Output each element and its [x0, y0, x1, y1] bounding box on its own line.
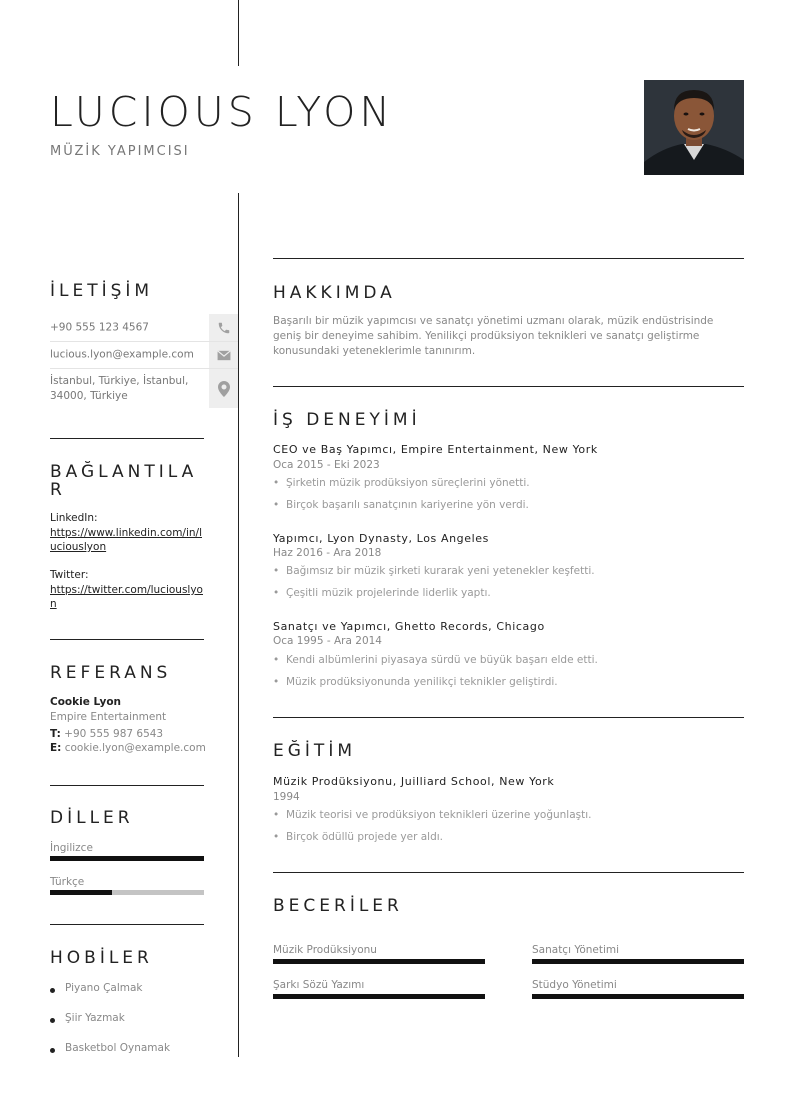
hobby-label: Basketbol Oynamak	[65, 1042, 171, 1054]
mail-icon	[209, 342, 238, 368]
reference-phone-label: T:	[50, 728, 61, 740]
skill-name: Stüdyo Yönetimi	[532, 979, 617, 991]
job-date: Haz 2016 - Ara 2018	[273, 547, 382, 559]
contact-email-row	[50, 342, 238, 369]
hobbies-heading: HOBİLER	[50, 948, 153, 968]
contact-address: İstanbul, Türkiye, İstanbul, 34000, Türkiye	[50, 374, 189, 402]
links-heading-wrap: R	[50, 480, 66, 500]
hobby-label: Şiir Yazmak	[65, 1012, 125, 1024]
resume-job-title: MÜZİK YAPIMCISI	[50, 144, 190, 159]
reference-company: Empire Entertainment	[50, 711, 167, 723]
reference-phone-line	[50, 728, 163, 740]
education-heading: EĞİTİM	[273, 741, 356, 761]
skills-heading: BECERİLER	[273, 896, 403, 916]
divider-top	[238, 0, 239, 66]
portrait-image	[644, 80, 744, 175]
references-heading: REFERANS	[50, 663, 172, 683]
job-role: Yapımcı, Lyon Dynasty, Los Angeles	[273, 532, 489, 545]
phone-icon	[209, 314, 238, 341]
contact-phone: +90 555 123 4567	[50, 321, 149, 333]
reference-email: cookie.lyon@example.com	[64, 742, 206, 754]
divider-main	[238, 193, 239, 1057]
resume-name: LUCIOUS LYON	[50, 88, 395, 136]
profile-photo	[644, 80, 744, 175]
job-bullet-text: Kendi albümlerini piyasaya sürdü ve büyük başarı elde etti.	[286, 654, 598, 666]
skill-name: Sanatçı Yönetimi	[532, 944, 620, 956]
job-bullet-text: Çeşitli müzik projelerinde liderlik yaptı.	[286, 587, 491, 599]
reference-name: Cookie Lyon	[50, 696, 122, 708]
language-name: İngilizce	[50, 842, 93, 854]
language-level-bar	[50, 890, 204, 895]
languages-heading: DİLLER	[50, 808, 134, 828]
bullet-icon	[50, 1018, 55, 1023]
reference-phone: +90 555 987 6543	[64, 728, 164, 740]
education-bullet-text: Müzik teorisi ve prodüksiyon teknikleri üzerine yoğunlaştı.	[286, 809, 592, 821]
education-degree: Müzik Prodüksiyonu, Juilliard School, New York	[273, 775, 555, 788]
skill-level-bar	[532, 994, 744, 999]
contact-address-row	[50, 369, 238, 408]
reference-email-line	[50, 742, 206, 754]
skill-name: Şarkı Sözü Yazımı	[273, 979, 365, 991]
job-date: Oca 1995 - Ara 2014	[273, 635, 382, 647]
bullet-icon	[50, 988, 55, 993]
education-bullet-text: Birçok ödüllü projede yer aldı.	[286, 831, 444, 843]
skill-level-bar	[273, 994, 485, 999]
job-bullet-text: Şirketin müzik prodüksiyon süreçlerini yönetti.	[286, 477, 530, 489]
about-heading: HAKKIMDA	[273, 283, 396, 303]
language-level-bar	[50, 856, 204, 861]
about-text: Başarılı bir müzik yapımcısı ve sanatçı yönetimi uzmanı olarak, müzik endüstrisinde geniş bir deneyime sahibim. Yenilikçi prodüksiyon teknikleri ve sanatçı geliştirme konusundaki yeteneklerimle tanınırım.	[273, 315, 714, 357]
skill-level-bar	[273, 959, 485, 964]
contact-email: lucious.lyon@example.com	[50, 348, 194, 361]
education-year: 1994	[273, 791, 300, 803]
job-bullet-text: Müzik prodüksiyonunda yenilikçi teknikler geliştirdi.	[286, 676, 558, 688]
linkedin-label: LinkedIn:	[50, 512, 98, 524]
section-divider	[273, 258, 744, 259]
sidebar-divider	[50, 438, 204, 439]
hobby-label: Piyano Çalmak	[65, 982, 143, 994]
skill-level-bar	[532, 959, 744, 964]
section-divider	[273, 872, 744, 873]
twitter-link[interactable]: https://twitter.com/luciouslyon	[50, 584, 203, 610]
contact-phone-row	[50, 314, 238, 342]
language-name: Türkçe	[50, 876, 85, 888]
contact-heading: İLETİŞİM	[50, 281, 154, 301]
linkedin-link[interactable]: https://www.linkedin.com/in/luciouslyon	[50, 527, 202, 553]
twitter-label: Twitter:	[50, 569, 89, 581]
job-bullet-text: Birçok başarılı sanatçının kariyerine yön verdi.	[286, 499, 529, 511]
job-role: Sanatçı ve Yapımcı, Ghetto Records, Chicago	[273, 620, 545, 633]
job-role: CEO ve Baş Yapımcı, Empire Entertainment, New York	[273, 443, 598, 456]
bullet-icon	[50, 1048, 55, 1053]
sidebar-divider	[50, 924, 204, 925]
location-pin-icon	[209, 369, 238, 408]
links-heading: BAĞLANTILA	[50, 462, 198, 482]
experience-heading: İŞ DENEYİMİ	[273, 410, 421, 430]
section-divider	[273, 717, 744, 718]
language-level-fill	[50, 890, 112, 895]
language-level-fill	[50, 856, 204, 861]
job-bullet-text: Bağımsız bir müzik şirketi kurarak yeni yetenekler keşfetti.	[286, 565, 595, 577]
sidebar-divider	[50, 785, 204, 786]
skill-name: Müzik Prodüksiyonu	[273, 944, 377, 956]
job-date: Oca 2015 - Eki 2023	[273, 459, 380, 471]
sidebar-divider	[50, 639, 204, 640]
section-divider	[273, 386, 744, 387]
reference-email-label: E:	[50, 742, 62, 754]
